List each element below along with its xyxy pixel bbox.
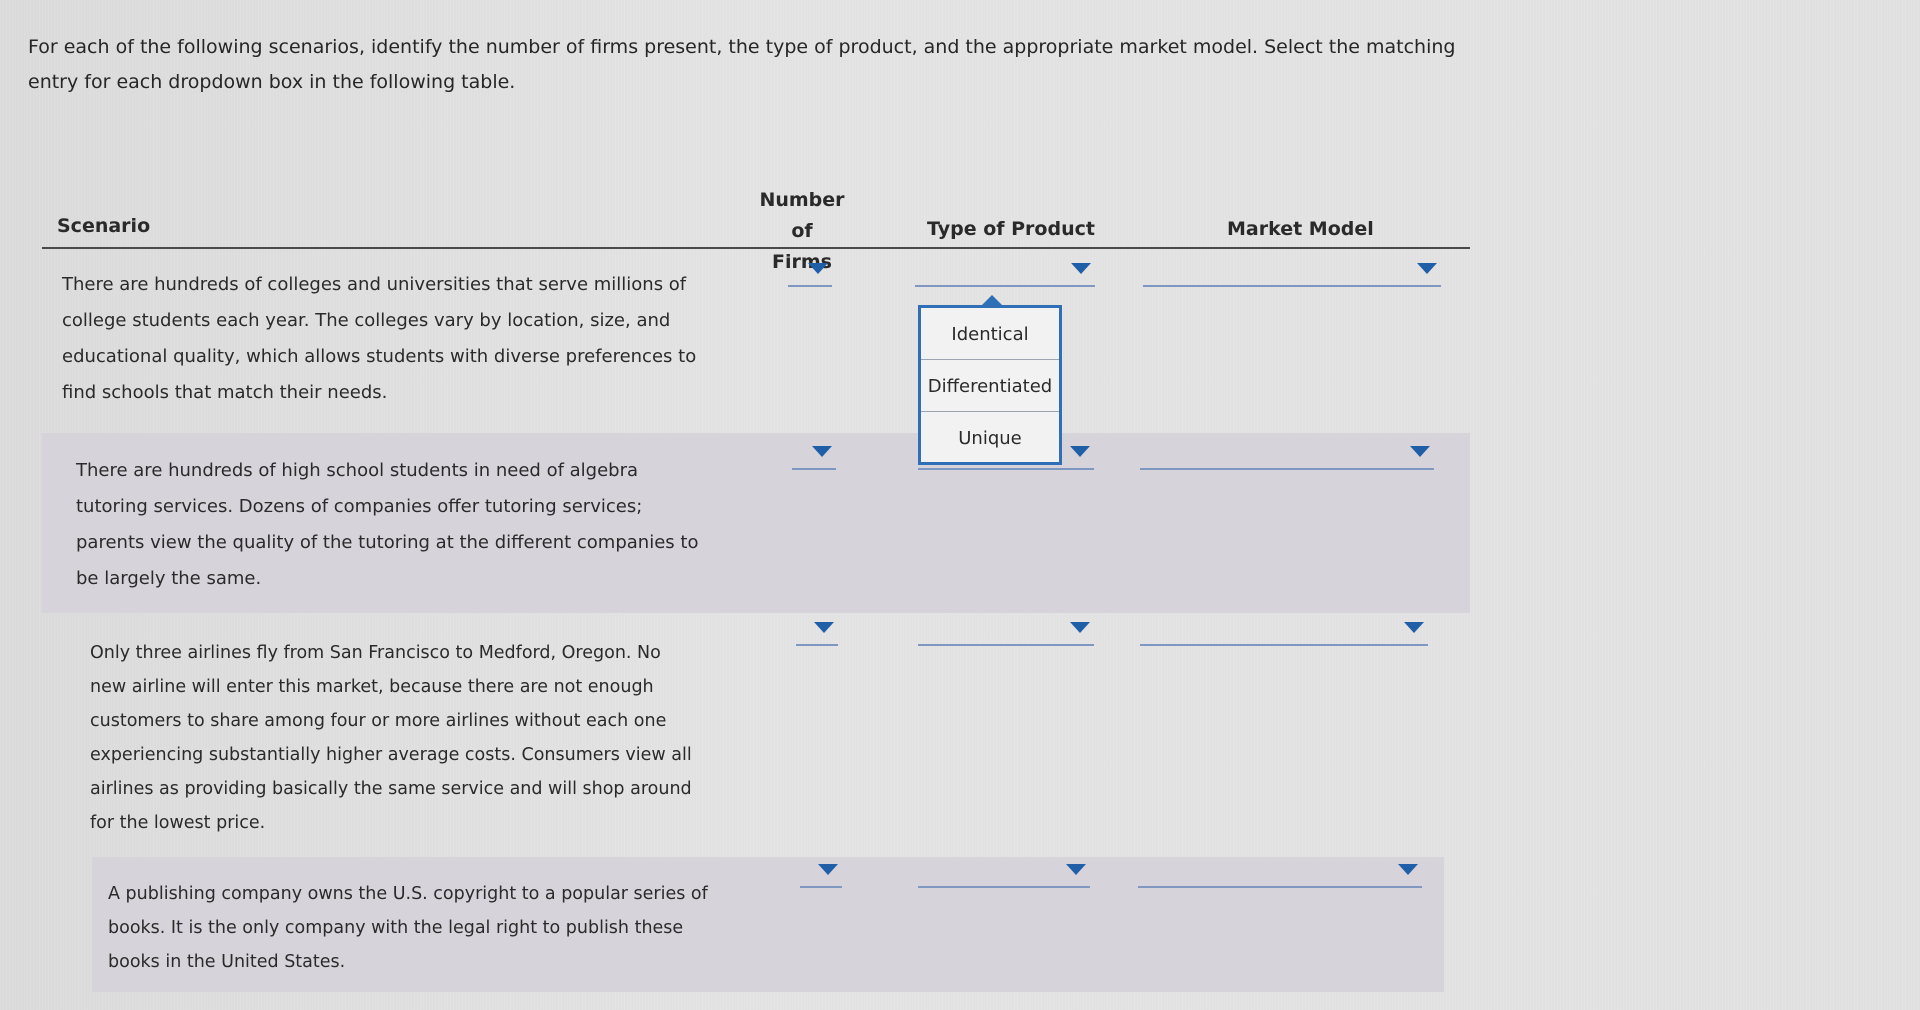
scenario-line: A publishing company owns the U.S. copyright to a popular series of — [108, 884, 708, 904]
scenario-line: for the lowest price. — [90, 813, 266, 833]
scenario-line: educational quality, which allows students with diverse preferences to — [62, 346, 697, 367]
chevron-down-icon — [1070, 446, 1090, 457]
type-dropdown-row3[interactable] — [918, 614, 1094, 646]
chevron-down-icon — [1398, 864, 1418, 875]
scenario-line: college students each year. The colleges vary by location, size, and — [62, 310, 671, 331]
scenario-line: be largely the same. — [76, 568, 262, 589]
instructions-text: For each of the following scenarios, identify the number of firms present, the type of product, and the appropriate market model. Select the matching entry for each dropdown box in the following table. — [28, 36, 1456, 93]
option-unique[interactable]: Unique — [958, 428, 1022, 449]
type-of-product-options-popup — [918, 305, 1062, 465]
chevron-down-icon — [1404, 622, 1424, 633]
type-dropdown-row4[interactable] — [918, 856, 1090, 888]
chevron-down-icon — [1066, 864, 1086, 875]
chevron-down-icon — [1071, 263, 1091, 274]
scenario-line: books. It is the only company with the legal right to publish these — [108, 918, 684, 938]
firms-dropdown-row1[interactable] — [788, 255, 832, 287]
model-dropdown-row2[interactable] — [1140, 438, 1434, 470]
scenario-text — [76, 453, 756, 597]
option-differentiated[interactable]: Differentiated — [921, 360, 1059, 412]
chevron-down-icon — [814, 622, 834, 633]
chevron-down-icon — [808, 263, 828, 274]
header-firms-line2: Firms — [772, 251, 832, 273]
header-firms-line1: Number of — [759, 189, 845, 242]
scenario-line: There are hundreds of colleges and universities that serve millions of — [62, 274, 687, 295]
scenario-line: new airline will enter this market, because there are not enough — [90, 677, 654, 697]
firms-dropdown-row4[interactable] — [800, 856, 842, 888]
model-dropdown-row4[interactable] — [1138, 856, 1422, 888]
table-row — [42, 620, 1470, 855]
scenario-text — [90, 636, 770, 840]
header-market-model: Market Model — [1227, 218, 1374, 240]
firms-dropdown-row3[interactable] — [796, 614, 838, 646]
scenario-line: find schools that match their needs. — [62, 382, 388, 403]
scenario-line: There are hundreds of high school students in need of algebra — [76, 460, 639, 481]
firms-dropdown-row2[interactable] — [792, 438, 836, 470]
type-dropdown-row1[interactable] — [915, 255, 1095, 287]
scenario-text — [62, 267, 742, 411]
chevron-down-icon — [1417, 263, 1437, 274]
chevron-down-icon — [1410, 446, 1430, 457]
model-dropdown-row3[interactable] — [1140, 614, 1428, 646]
chevron-down-icon — [818, 864, 838, 875]
table-header — [42, 185, 1470, 273]
scenario-text — [108, 877, 788, 979]
option-identical[interactable]: Identical — [921, 308, 1059, 360]
scenario-line: tutoring services. Dozens of companies offer tutoring services; — [76, 496, 643, 517]
chevron-down-icon — [1070, 622, 1090, 633]
chevron-down-icon — [812, 446, 832, 457]
scenario-line: experiencing substantially higher average costs. Consumers view all — [90, 745, 692, 765]
scenario-line: parents view the quality of the tutoring at the different companies to — [76, 532, 699, 553]
model-dropdown-row1[interactable] — [1143, 255, 1441, 287]
caret-up-icon — [981, 295, 1003, 306]
scenario-line: customers to share among four or more airlines without each one — [90, 711, 667, 731]
scenario-line: Only three airlines fly from San Francisco to Medford, Oregon. No — [90, 643, 661, 663]
scenario-line: airlines as providing basically the same service and will shop around — [90, 779, 692, 799]
scenario-line: books in the United States. — [108, 952, 346, 972]
header-type-of-product: Type of Product — [927, 218, 1095, 240]
header-scenario: Scenario — [57, 215, 151, 237]
